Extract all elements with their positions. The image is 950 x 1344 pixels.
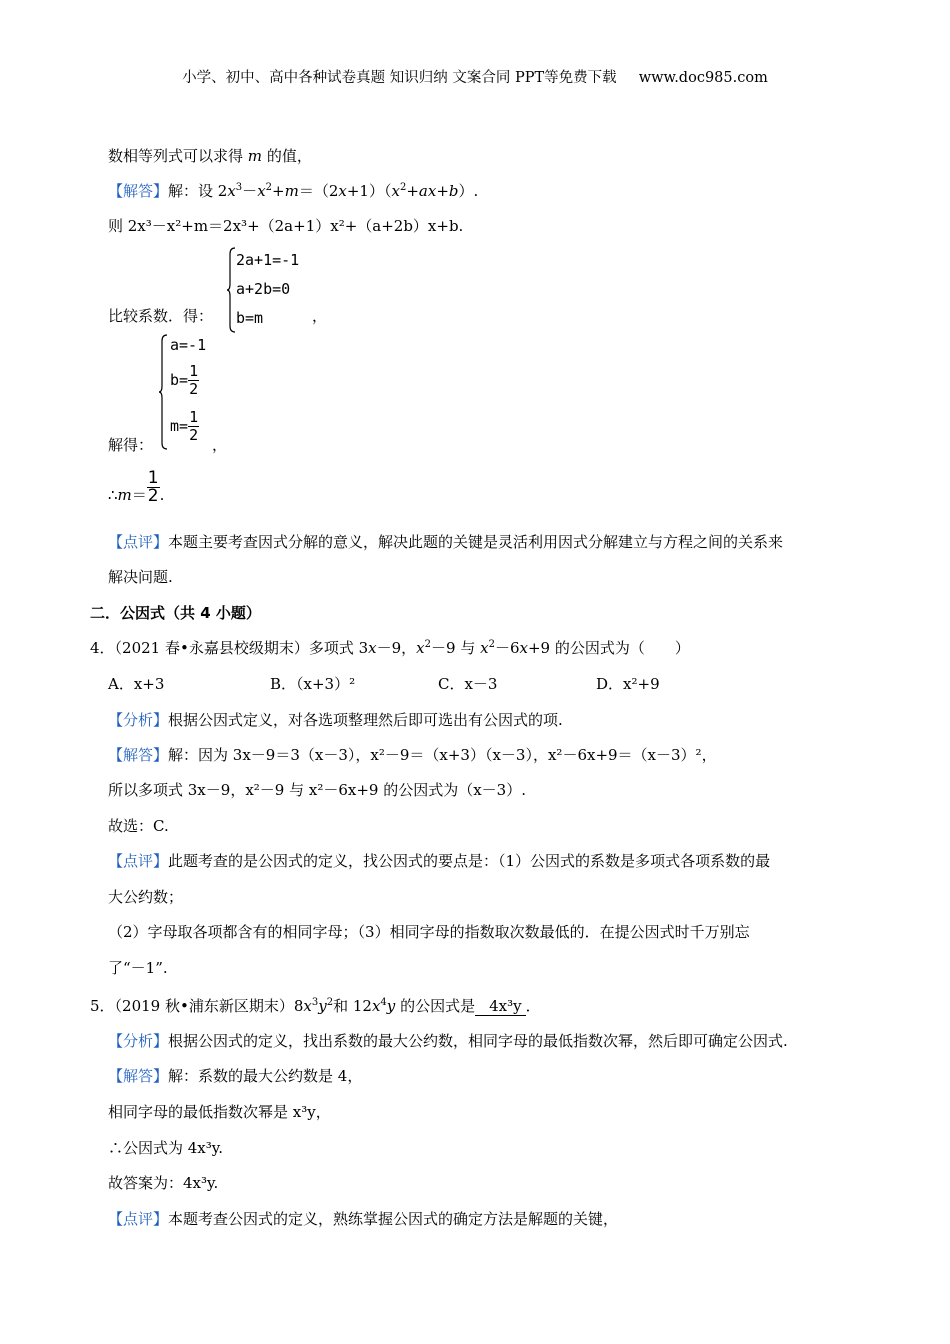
equation-system-1 (226, 246, 346, 336)
q4-answer-1: 【解答】解：因为 3x－9＝3（x－3），x²－9＝（x+3）（x－3），x²－6x+9＝（x－3）²， (108, 746, 717, 764)
q4-options (0, 674, 950, 694)
system2-eq-1: a=-1 (170, 336, 207, 354)
brace-icon (226, 246, 236, 334)
option-b[interactable]: B．（x+3）² (270, 675, 356, 693)
answer-tag: 【解答】 (108, 1067, 169, 1085)
answer-tag: 【解答】 (108, 746, 169, 764)
q4-comment-3: （2）字母取各项都含有的相同字母；（3）相同字母的指数取次数最低的．在提公因式时千万别忘 (108, 923, 750, 941)
option-d[interactable]: D．x²+9 (596, 675, 660, 693)
q5-answer-2: 相同字母的最低指数次幂是 x³y， (108, 1103, 331, 1121)
analysis-tag: 【分析】 (108, 1032, 169, 1050)
q3-comment: 【点评】本题主要考查因式分解的意义，解决此题的关键是灵活利用因式分解建立与方程之间的关系来 (108, 533, 784, 551)
section-title: 二．公因式（共 4 小题） (90, 604, 261, 622)
system1-eq-1: 2a+1=-1 (236, 251, 300, 269)
q4-comment-2: 大公约数； (108, 888, 184, 906)
header-url[interactable]: www.doc985.com (638, 70, 768, 86)
q4-comment-4: 了“－1”. (108, 959, 168, 977)
option-c[interactable]: C．x－3 (438, 675, 498, 693)
system2-label: 解得： (108, 436, 154, 454)
header-text: 小学、初中、高中各种试卷真题 知识归纳 文案合同 PPT等免费下载 (182, 70, 617, 86)
q3-line-1: 数相等列式可以求得 m 的值， (108, 147, 312, 165)
system2-eq-2: b= $\frac{1}{2}$ (170, 361, 199, 398)
q5-answer-3: ∴公因式为 4x³y. (108, 1139, 224, 1157)
q3-answer-line: 【解答】解：设 $2x^3-x^2+m=(2x+1)(x^2+ax+b)$. (108, 182, 479, 200)
q4-answer-2: 所以多项式 3x－9，x²－9 与 x²－6x+9 的公因式为（x－3）. (108, 781, 526, 799)
q3-expand-line: 则 2x³－x²+m＝2x³+（2a+1）x²+（a+2b）x+b. (108, 217, 464, 235)
equation-system-2 (158, 333, 248, 453)
system1-label: 比较系数．得： (108, 307, 214, 325)
system1-eq-3: b=m (236, 309, 264, 327)
q4-answer-3: 故选：C. (108, 817, 169, 835)
system2-comma: ， (212, 436, 228, 454)
answer-blank: 4x³y (475, 997, 526, 1016)
q5-answer-4: 故答案为：4x³y. (108, 1174, 219, 1192)
q4-analysis: 【分析】根据公因式定义，对各选项整理然后即可选出有公因式的项. (108, 711, 563, 729)
q3-comment-2: 解决问题. (108, 568, 173, 586)
q5-stem: 5．（2019 秋•浦东新区期末）$8x^3y^2$和 $12x^4y$ 的公因式是 4x³y ． (90, 997, 541, 1015)
q3-result: ∴ m ＝ $\frac{1}{2}$ . (108, 468, 165, 506)
page-header (0, 68, 950, 88)
answer-tag: 【解答】 (108, 182, 169, 200)
system1-comma: ， (312, 307, 328, 325)
q4-comment-1: 【点评】此题考查的是公因式的定义，找公因式的要点是：（1）公因式的系数是多项式各项系数的最 (108, 852, 771, 870)
q5-comment: 【点评】本题考查公因式的定义，熟练掌握公因式的确定方法是解题的关键， (108, 1210, 619, 1228)
comment-tag: 【点评】 (108, 533, 169, 551)
q5-analysis: 【分析】根据公因式的定义，找出系数的最大公约数，相同字母的最低指数次幂，然后即可确定公因式. (108, 1032, 788, 1050)
analysis-tag: 【分析】 (108, 711, 169, 729)
system2-eq-3: m= $\frac{1}{2}$ (170, 407, 199, 444)
comment-tag: 【点评】 (108, 852, 169, 870)
system1-eq-2: a+2b=0 (236, 280, 291, 298)
brace-icon (158, 333, 168, 451)
option-a[interactable]: A．x+3 (108, 675, 165, 693)
q4-stem: 4．（2021 春•永嘉县校级期末）多项式 3x－9，$x^2-9$ 与 $x^2-6x+9$ 的公因式为（ ） (90, 639, 690, 657)
q5-answer-1: 【解答】解：系数的最大公约数是 4， (108, 1067, 363, 1085)
comment-tag: 【点评】 (108, 1210, 169, 1228)
